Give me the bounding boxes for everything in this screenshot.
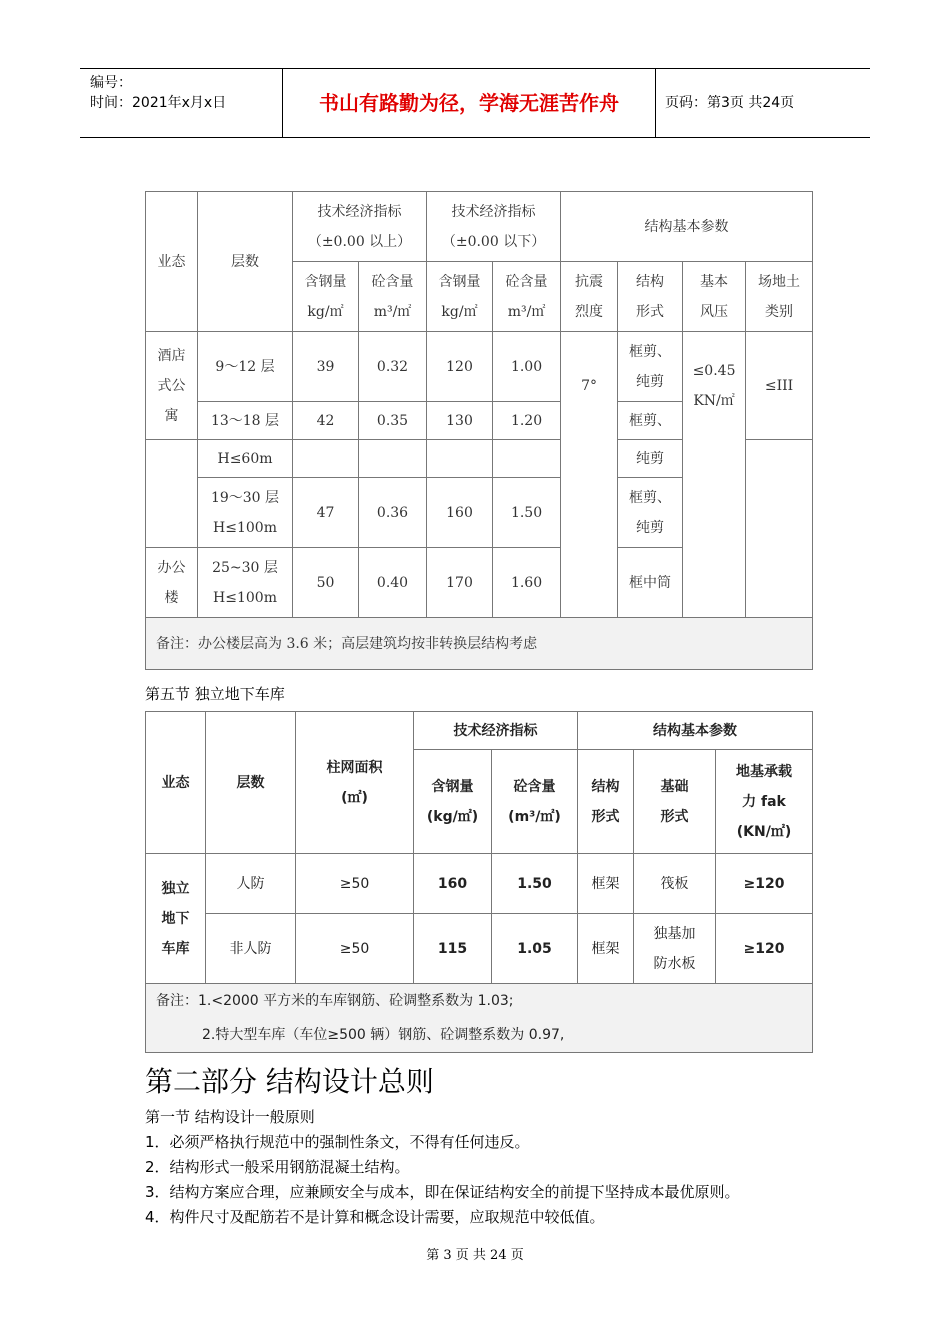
- residential-office-table: [145, 191, 813, 670]
- cell2-r1-area: ≥50: [296, 854, 414, 914]
- cell-wind: [683, 332, 746, 440]
- th2-area-l1: 柱网面积: [326, 759, 383, 776]
- wind-l1: ≤0.45: [692, 362, 736, 379]
- th-tech-below: [427, 192, 561, 262]
- th-site-l1: 场地土: [758, 273, 801, 290]
- cell2-r2-conc: 1.05: [492, 914, 578, 984]
- th2-steel: [414, 750, 492, 854]
- th2-found-l1: 基础: [660, 778, 689, 795]
- cell-r3-form: 纯剪: [618, 440, 683, 478]
- th2-steel-l1: 含钢量: [431, 778, 474, 795]
- cell-r1-conc-below: 1.00: [493, 332, 561, 402]
- r5-floors-l1: 25~30 层: [212, 559, 278, 576]
- th-conc-below-l2: m³/㎡: [507, 303, 546, 320]
- cell-r4-conc-above: 0.36: [359, 478, 427, 548]
- th-conc-above-l1: 砼含量: [371, 273, 414, 290]
- cell-office: [146, 548, 198, 618]
- hotel-l1: 酒店: [157, 347, 186, 364]
- cell-r3-floors: H≤60m: [198, 440, 293, 478]
- th-tech-above-line2: （±0.00 以上）: [307, 233, 412, 250]
- th2-bear-l2: 力 fak: [742, 793, 786, 810]
- r2-found-l1: 独基加: [653, 925, 696, 942]
- th2-form: [578, 750, 634, 854]
- hotel-l2: 式公: [157, 377, 186, 394]
- table1-note: 备注：办公楼层高为 3.6 米；高层建筑均按非转换层结构考虑: [146, 618, 813, 670]
- cell-r5-steel-above: 50: [293, 548, 359, 618]
- th-wind: [683, 262, 746, 332]
- cell-wind-cont: [683, 440, 746, 618]
- cell-seismic-cont: [561, 440, 618, 618]
- th2-steel-l2: (kg/㎡): [426, 808, 479, 825]
- cell2-r2-bear: ≥120: [716, 914, 813, 984]
- biz2-l2: 地下: [161, 910, 190, 927]
- th-steel-below-l1: 含钢量: [438, 273, 481, 290]
- r4-form-l2: 纯剪: [636, 519, 665, 536]
- cell-r5-conc-below: 1.60: [493, 548, 561, 618]
- th2-form-l1: 结构: [591, 778, 620, 795]
- cell-site-cont: [746, 440, 813, 618]
- cell2-r1-conc: 1.50: [492, 854, 578, 914]
- cell2-r2-form: 框架: [578, 914, 634, 984]
- table2-note: [146, 984, 813, 1053]
- th-tech-below-line1: 技术经济指标: [451, 203, 536, 220]
- r5-floors-l2: H≤100m: [213, 589, 277, 606]
- principle-4: 4．构件尺寸及配筋若不是计算和概念设计需要，应取规范中较低值。: [145, 1208, 605, 1226]
- page-footer: 第 3 页 共 24 页: [426, 1248, 524, 1263]
- header-page-label: 页码：第3页 共24页: [665, 95, 795, 111]
- th-seismic-l2: 烈度: [575, 303, 604, 320]
- cell2-biz: [146, 854, 206, 984]
- cell2-r1-form: 框架: [578, 854, 634, 914]
- th-steel-below: [427, 262, 493, 332]
- th2-found-l2: 形式: [660, 808, 689, 825]
- cell-blank-biz: [146, 440, 198, 548]
- cell-r1-conc-above: 0.32: [359, 332, 427, 402]
- cell2-r1-floors: 人防: [206, 854, 296, 914]
- th2-conc: [492, 750, 578, 854]
- cell2-r2-steel: 115: [414, 914, 492, 984]
- table2-note-l1: 备注：1.<2000 平方米的车库钢筋、砼调整系数为 1.03;: [156, 993, 514, 1009]
- r4-form-l1: 框剪、: [629, 489, 672, 506]
- cell-r3-empty-1: [293, 440, 359, 478]
- th2-conc-l2: (m³/㎡): [508, 808, 561, 825]
- biz2-l3: 车库: [161, 940, 190, 957]
- principle-1: 1．必须严格执行规范中的强制性条文，不得有任何违反。: [145, 1133, 530, 1151]
- th2-form-l2: 形式: [591, 808, 620, 825]
- biz2-l1: 独立: [161, 880, 190, 897]
- cell-r1-steel-below: 120: [427, 332, 493, 402]
- cell2-r1-steel: 160: [414, 854, 492, 914]
- r1-form-l1: 框剪、: [629, 343, 672, 360]
- th-tech-above: [293, 192, 427, 262]
- th2-bear: [716, 750, 813, 854]
- header-meta: [80, 69, 282, 137]
- time-label: 时间：2021年x月x日: [90, 95, 227, 111]
- cell-r5-form: 框中筒: [618, 548, 683, 618]
- cell-seismic: 7°: [561, 332, 618, 440]
- cell-hotel: [146, 332, 198, 440]
- th-steel-below-l2: kg/㎡: [441, 303, 478, 320]
- cell-r4-form: [618, 478, 683, 548]
- wind-l2: KN/㎡: [693, 392, 735, 409]
- cell-r2-conc-above: 0.35: [359, 402, 427, 440]
- hotel-l3: 寓: [164, 407, 179, 424]
- th2-biz: 业态: [146, 712, 206, 854]
- garage-table: [145, 711, 813, 1053]
- principle-3: 3．结构方案应合理，应兼顾安全与成本，即在保证结构安全的前提下坚持成本最优原则。: [145, 1183, 740, 1201]
- th-site-l2: 类别: [765, 303, 794, 320]
- cell-r2-floors: 13～18 层: [198, 402, 293, 440]
- cell-r4-steel-above: 47: [293, 478, 359, 548]
- cell-site: ≤III: [746, 332, 813, 440]
- th2-bear-l3: (KN/㎡): [736, 823, 792, 840]
- r2-found-l2: 防水板: [653, 955, 696, 972]
- cell2-r2-floors: 非人防: [206, 914, 296, 984]
- th2-area-l2: (㎡): [341, 789, 368, 806]
- th2-struct: 结构基本参数: [578, 712, 813, 750]
- cell-r5-steel-below: 170: [427, 548, 493, 618]
- page-header: [80, 68, 870, 138]
- table2-note-l2: 2.特大型车库（车位≥500 辆）钢筋、砼调整系数为 0.97,: [202, 1027, 565, 1043]
- th2-floors: 层数: [206, 712, 296, 854]
- code-label: 编号：: [90, 75, 132, 91]
- th-tech-below-line2: （±0.00 以下）: [441, 233, 546, 250]
- th2-bear-l1: 地基承载: [736, 763, 792, 780]
- part2-title: 第二部分 结构设计总则: [145, 1065, 434, 1098]
- th-form-l1: 结构: [636, 273, 665, 290]
- cell-r1-steel-above: 39: [293, 332, 359, 402]
- th-steel-above-l1: 含钢量: [304, 273, 347, 290]
- th2-found: [634, 750, 716, 854]
- th-struct: 结构基本参数: [561, 192, 813, 262]
- cell2-r2-found: [634, 914, 716, 984]
- r4-floors-l1: 19～30 层: [210, 489, 280, 506]
- th-seismic: [561, 262, 618, 332]
- th-tech-above-line1: 技术经济指标: [317, 203, 402, 220]
- r1-form-l2: 纯剪: [636, 373, 665, 390]
- th-form-l2: 形式: [636, 303, 665, 320]
- cell-r1-floors: 9～12 层: [198, 332, 293, 402]
- section5-title: 第五节 独立地下车库: [145, 685, 285, 703]
- cell-r4-steel-below: 160: [427, 478, 493, 548]
- principle-2: 2．结构形式一般采用钢筋混凝土结构。: [145, 1158, 410, 1176]
- cell-r5-conc-above: 0.40: [359, 548, 427, 618]
- section1-title: 第一节 结构设计一般原则: [145, 1108, 315, 1126]
- th-site: [746, 262, 813, 332]
- office-l1: 办公: [157, 559, 186, 576]
- th2-area: [296, 712, 414, 854]
- th2-tech: 技术经济指标: [414, 712, 578, 750]
- th2-conc-l1: 砼含量: [513, 778, 556, 795]
- th-biz: 业态: [146, 192, 198, 332]
- cell-r2-form: 框剪、: [618, 402, 683, 440]
- th-form: [618, 262, 683, 332]
- cell-r5-floors: [198, 548, 293, 618]
- cell-r4-conc-below: 1.50: [493, 478, 561, 548]
- th-wind-l2: 风压: [700, 303, 729, 320]
- th-conc-below-l1: 砼含量: [505, 273, 548, 290]
- th-steel-above-l2: kg/㎡: [307, 303, 344, 320]
- th-wind-l1: 基本: [700, 273, 729, 290]
- th-conc-above: [359, 262, 427, 332]
- cell-r2-conc-below: 1.20: [493, 402, 561, 440]
- cell-r3-empty-3: [427, 440, 493, 478]
- cell-r1-form: [618, 332, 683, 402]
- th-steel-above: [293, 262, 359, 332]
- cell-r3-empty-2: [359, 440, 427, 478]
- cell-r2-steel-below: 130: [427, 402, 493, 440]
- r4-floors-l2: H≤100m: [213, 519, 277, 536]
- th-conc-above-l2: m³/㎡: [373, 303, 412, 320]
- header-motto: 书山有路勤为径，学海无涯苦作舟: [282, 69, 656, 137]
- th-seismic-l1: 抗震: [575, 273, 604, 290]
- cell2-r2-area: ≥50: [296, 914, 414, 984]
- th-floors: 层数: [198, 192, 293, 332]
- cell-r3-empty-4: [493, 440, 561, 478]
- cell2-r1-found: 筏板: [634, 854, 716, 914]
- th-conc-below: [493, 262, 561, 332]
- cell-r4-floors: [198, 478, 293, 548]
- cell-r2-steel-above: 42: [293, 402, 359, 440]
- cell2-r1-bear: ≥120: [716, 854, 813, 914]
- office-l2: 楼: [164, 589, 179, 606]
